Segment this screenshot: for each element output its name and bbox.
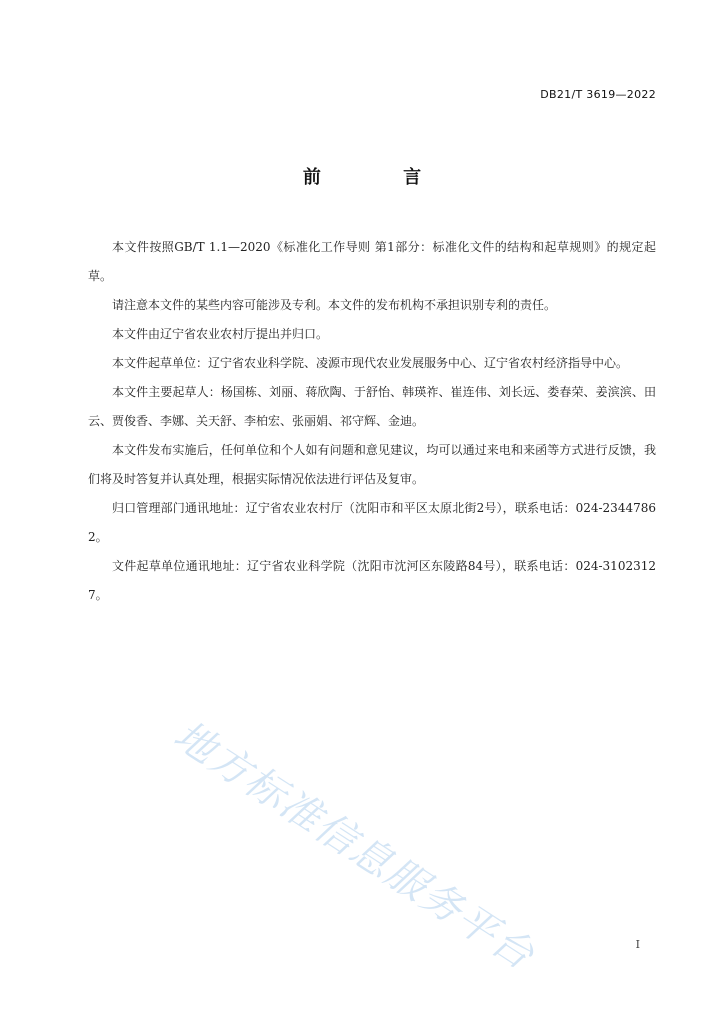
page-number: I <box>635 938 640 951</box>
paragraph-drafting-rules: 本文件按照GB/T 1.1—2020《标准化工作导则 第1部分：标准化文件的结构和起草规则》的规定起草。 <box>88 240 656 283</box>
paragraph-feedback: 本文件发布实施后，任何单位和个人如有问题和意见建议，均可以通过来电和来函等方式进行反馈，我们将及时答复并认真处理，根据实际情况依法进行评估及复审。 <box>88 443 656 486</box>
paragraph-authority-address: 归口管理部门通讯地址：辽宁省农业农村厅（沈阳市和平区太原北街2号），联系电话：024-23447862。 <box>88 501 656 544</box>
standard-code: DB21/T 3619—2022 <box>540 88 656 101</box>
page-title: 前 言 <box>302 167 460 188</box>
paragraph-proposer: 本文件由辽宁省农业农村厅提出并归口。 <box>112 327 329 341</box>
paragraph-patent-notice: 请注意本文件的某些内容可能涉及专利。本文件的发布机构不承担识别专利的责任。 <box>112 298 557 312</box>
paragraph-drafters: 本文件主要起草人：杨国栋、刘丽、蒋欣陶、于舒怡、韩瑛祚、崔连伟、刘长远、娄春荣、姜滨滨、田云、贾俊香、李娜、关天舒、李柏宏、张丽娟、祁守辉、金迪。 <box>88 385 656 428</box>
foreword-body <box>88 233 656 610</box>
watermark: 地方标准信息服务平台 <box>165 712 543 980</box>
paragraph-drafter-address: 文件起草单位通讯地址：辽宁省农业科学院（沈阳市沈河区东陵路84号），联系电话：024-31023127。 <box>88 559 656 602</box>
paragraph-drafting-units: 本文件起草单位：辽宁省农业科学院、凌源市现代农业发展服务中心、辽宁省农村经济指导中心。 <box>112 356 629 370</box>
